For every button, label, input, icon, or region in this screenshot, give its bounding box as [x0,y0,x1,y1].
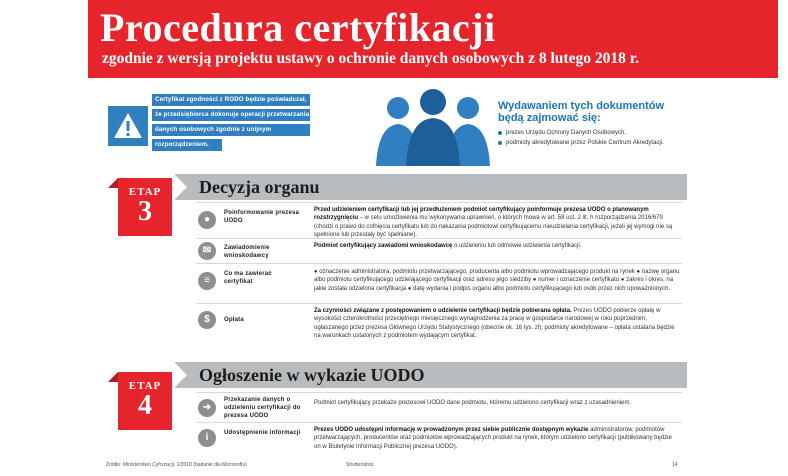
row-text-bold: Podmiot certyfikujący zawiadomi wnioskodawcę [314,243,453,249]
list-item: podmioty akredytowane przez Polskie Centrum Akredytacji. [498,138,688,148]
row-text-body: ● oznaczenie administratora, podmiotu przetwarzającego, producenta albo podmiotu wprowadzającego produkt na rynek ● nazwę organu albo podmiotu certyfikującego udzielającego certyfikacji oraz adresu jego siedziby ● numer i oznaczenie certyfikatu ● zakres i okres, na jakie została udzielona certyfikacja ● datę wydania i podpis organu albo podmiotu certyfikującego lub osób przez nich upoważnionych. [314,269,680,292]
row-label: Zawiadomienie wnioskodawcy [224,245,270,259]
stage-3-header [175,174,687,200]
row-label: Poinformowanie prezesa UODO [224,210,300,224]
row-label: Co ma zawierać certyfikat [224,271,272,285]
info-icon: i [198,429,216,447]
etap-label: ETAP [128,186,162,198]
certificate-info-box [152,94,310,160]
person-icon: ● [198,211,216,229]
stage-4-badge [118,372,172,430]
row-label: Opłata [224,317,244,323]
document-icon: ≡ [198,272,216,290]
stage-3-row [196,238,682,263]
intro-section [108,88,668,166]
row-text [314,206,680,239]
stage-4-row [196,392,682,422]
issuers-block [498,100,688,148]
page-title: Procedura certyfikacji [100,5,496,50]
coin-icon: $ [198,311,216,329]
row-label: Udostępnienie informacji [224,430,301,436]
list-item: prezes Urzędu Ochrony Danych Osobowych, [498,128,688,138]
stage-4-row [196,422,682,458]
people-group-icon [368,88,498,171]
row-text [314,242,680,250]
forward-icon: ➜ [198,399,216,417]
row-text-body: administratorów, podmiotów przetwarzających, producentów oraz podmiotów wprowadzających produkt na rynek, którym udzielono certyfikacji (publikowany będzie on w Biuletynie Informacji Publicznej prezesa UODO). [314,427,672,450]
info-line: rozporządzeniem. [152,139,222,151]
page-subtitle: zgodnie z wersją projektu ustawy o ochronie danych osobowych z 8 lutego 2018 r. [102,50,640,67]
info-line: Certyfikat zgodności z RODO będzie poświadczał, [152,94,310,106]
issuers-list [498,128,688,148]
row-text [314,399,680,407]
etap-label: ETAP [128,380,162,392]
row-text-body: Prezes UODO pobierze opłatę w wysokości czterokrotności przeciętnego miesięcznego wynagrodzenia za pracę w gospodarce narodowej w roku poprzednim, ogłaszanego przez prezesa Głównego Urzędu Statystycznego (obecnie ok. 16 tys. zł); podmioty akredytowane – opłata ustalana będzie na warunkach ustalonych z podmiotem wydającym certyfikat. [314,308,675,339]
row-text-body: Podmiot certyfikujący przekaże prezesowi UODO dane podmiotu, któremu udzielono certyfikacji wraz z uzasadnieniem. [314,400,632,406]
row-text-body: – w celu umożliwienia mu wykonywania uprawnień, o których mowa w art. 58 ust. 2 lit. h rozporządzenia 2016/679 (chodzi o prawo do cofnięcia certyfikatu lub do nakazania podmiotowi certyfikującemu nieudzielania certyfikacji, jeżeli jej wymogi nie są spełnione lub przestały być spełniane). [314,215,673,238]
row-text-bold: Przed udzieleniem certyfikacji lub jej przedłużeniem podmiot certyfikujący poinformuje prezesa UODO o planowanym rozstrzygnięciu [314,207,649,222]
stage-3-title: Decyzja organu [199,177,320,197]
row-text [314,307,680,340]
row-text-bold: Za czynności związane z postępowaniem o udzielenie certyfikacji będzie pobierana opłata. [314,308,572,314]
stage-3-row [196,303,682,347]
mail-icon: ✉ [198,242,216,260]
etap-number: 4 [138,390,152,421]
header-banner [88,0,778,78]
page-number: 14 [672,462,678,468]
image-credit: Shutterstock [346,462,374,468]
stage-3-badge [118,178,172,236]
info-line: danych osobowych zgodnie z unijnym [152,124,310,136]
issuers-title: Wydawaniem tych dokumentów będą zajmować się: [498,100,665,124]
stage-3-row [196,263,682,303]
row-text-body: o udzieleniu lub odmowie udzielenia certyfikacji. [452,243,582,249]
stage-4-header [175,362,687,388]
row-label: Przekazanie danych o udzieleniu certyfikacji do prezesa UODO [224,397,301,419]
row-text-bold: Prezes UODO udostępni informację w prowadzonym przez siebie publicznie dostępnym wykazie [314,427,589,433]
stage-3-row [196,202,682,238]
info-line: że przedsiębiorca dokonuje operacji przetwarzania [152,109,310,121]
row-text [314,426,680,451]
warning-icon [108,106,148,146]
row-text [314,268,680,293]
source-note: Źródło: Ministerstwo Cyfryzacji, 1/2018 (badanie dla Microsoftu) [106,462,247,468]
stage-4-title: Ogłoszenie w wykazie UODO [199,365,425,385]
etap-number: 3 [138,196,152,227]
